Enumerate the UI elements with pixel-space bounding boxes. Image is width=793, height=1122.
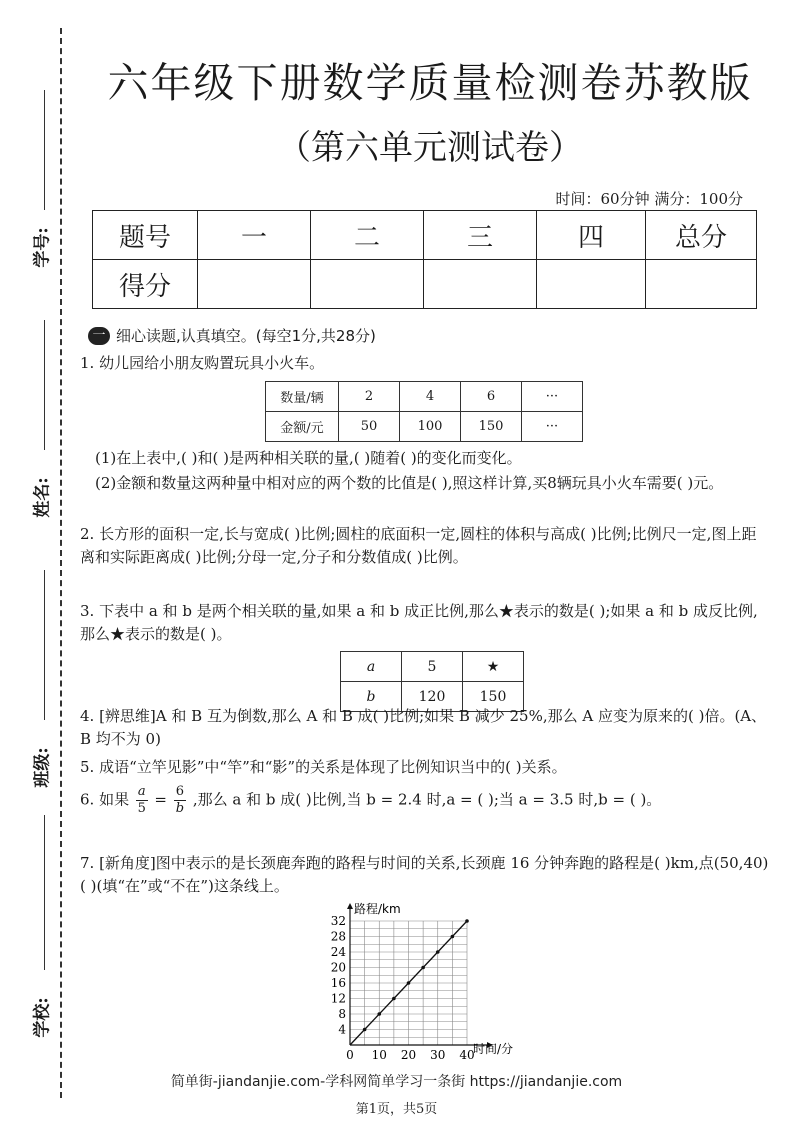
y-tick-label: 8	[338, 1007, 346, 1021]
score-cell: 三	[424, 211, 537, 260]
score-input-cell[interactable]	[537, 260, 646, 309]
school-field	[8, 990, 53, 1038]
fraction-denominator: 5	[137, 801, 146, 816]
equals-sign: =	[154, 790, 167, 809]
table-cell: 数量/辆	[266, 382, 339, 412]
data-point	[363, 1028, 367, 1032]
data-point	[407, 981, 411, 985]
y-tick-label: 28	[330, 929, 346, 944]
question-6-prefix: 6. 如果	[80, 790, 130, 809]
page-title: 六年级下册数学质量检测卷苏教版	[107, 59, 753, 107]
y-axis-label: 路程/km	[354, 902, 401, 916]
class-label: 班级:	[32, 747, 53, 788]
y-tick-label: 12	[330, 991, 346, 1006]
x-tick-label: 10	[371, 1048, 387, 1062]
data-point	[377, 1012, 381, 1016]
y-tick-label: 20	[330, 960, 346, 975]
score-cell: 总分	[646, 211, 757, 260]
question-1-title: 1. 幼儿园给小朋友购置玩具小火车。	[80, 354, 325, 372]
fraction-denominator: b	[175, 801, 185, 816]
question-1-table	[265, 381, 583, 442]
fraction-a-over-5	[136, 784, 148, 817]
score-input-cell[interactable]	[311, 260, 424, 309]
x-axis-label: 时间/分	[473, 1042, 514, 1056]
x-tick-label: 40	[459, 1048, 475, 1062]
table-cell: 120	[402, 682, 463, 712]
fraction-numerator: a	[137, 784, 146, 799]
footer-site: 简单街-jiandanjie.com-学科网简单学习一条街 https://jiandanjie.com	[170, 1074, 623, 1090]
data-point	[451, 935, 455, 939]
score-table	[92, 210, 757, 309]
fraction-numerator: 6	[175, 784, 185, 799]
score-table-header-row	[93, 211, 757, 260]
question-7: 7. [新角度]图中表示的是长颈鹿奔跑的路程与时间的关系,长颈鹿 16 分钟奔跑的路程是( )km,点(50,40)( )(填“在”或“不在”)这条线上。	[80, 854, 769, 895]
y-tick-label: 4	[338, 1022, 346, 1037]
school-label: 学校:	[32, 997, 53, 1038]
score-cell: 一	[198, 211, 311, 260]
question-6-text: ,那么 a 和 b 成( )比例,当 b = 2.4 时,a = ( );当 a = 3.5 时,b = ( )。	[192, 790, 662, 809]
data-point	[465, 919, 469, 923]
fraction-6-over-b	[174, 784, 186, 817]
table-cell: 50	[339, 412, 400, 442]
question-3-text: 3. 下表中 a 和 b 是两个相关联的量,如果 a 和 b 成正比例,那么★表示的数是( );如果 a 和 b 成反比例,那么★表示的数是( )。	[80, 602, 758, 643]
table-cell: b	[341, 682, 402, 712]
score-input-cell[interactable]	[198, 260, 311, 309]
table-cell: 2	[339, 382, 400, 412]
y-tick-label: 32	[330, 914, 346, 928]
score-row-label: 得分	[93, 260, 198, 309]
class-field	[8, 740, 53, 788]
student-name-field	[8, 470, 53, 518]
time-score-info: 时间：60分钟 满分：100分	[555, 190, 743, 208]
binding-line	[60, 28, 62, 1098]
school-line	[44, 815, 45, 970]
score-table-score-row	[93, 260, 757, 309]
score-cell: 题号	[93, 211, 198, 260]
student-id-field	[8, 190, 52, 320]
question-6	[80, 784, 770, 817]
x-tick-label: 30	[430, 1048, 446, 1062]
table-cell: 100	[400, 412, 461, 442]
y-axis-arrow	[347, 903, 353, 909]
question-1-part-1: (1)在上表中,( )和( )是两种相关联的量,( )随着( )的变化而变化。	[95, 449, 522, 467]
class-line	[44, 570, 45, 720]
score-cell: 二	[311, 211, 424, 260]
x-tick-label: 20	[400, 1048, 417, 1062]
section-number-badge: 一	[88, 327, 110, 345]
table-cell: 4	[400, 382, 461, 412]
table-cell: 5	[402, 652, 463, 682]
student-id-line	[44, 90, 45, 210]
table-cell: a	[341, 652, 402, 682]
table-cell: 6	[461, 382, 522, 412]
table-cell: ···	[522, 412, 583, 442]
page-subtitle: （第六单元测试卷）	[277, 128, 583, 168]
table-cell: 150	[463, 682, 524, 712]
question-1-part-2: (2)金额和数量这两种量中相对应的两个数的比值是( ),照这样计算,买8辆玩具小火车需要( )元。	[95, 474, 724, 492]
y-tick-label: 16	[330, 976, 346, 990]
question-2: 2. 长方形的面积一定,长与宽成( )比例;圆柱的底面积一定,圆柱的体积与高成( )比例;比例尺一定,图上距离和实际距离成( )比例;分母一定,分子和分数值成( )比例。	[80, 525, 757, 566]
score-input-cell[interactable]	[646, 260, 757, 309]
question-5: 5. 成语“立竿见影”中“竿”和“影”的关系是体现了比例知识当中的( )关系。	[80, 758, 567, 776]
section-header	[88, 325, 376, 346]
score-input-cell[interactable]	[424, 260, 537, 309]
y-tick-label: 24	[330, 945, 346, 959]
section-instruction: 细心读题,认真填空。(每空1分,共28分)	[116, 327, 376, 345]
table-cell: ★	[463, 652, 524, 682]
question-4: 4. [辨思维]A 和 B 互为倒数,那么 A 和 B 成( )比例;如果 B 减少 25%,那么 A 应变为原来的( )倍。(A、B 均不为 0)	[80, 707, 767, 748]
x-tick-label: 0	[346, 1048, 354, 1062]
student-name-label: 姓名:	[32, 477, 53, 518]
student-name-line	[44, 320, 45, 450]
distance-time-chart	[320, 900, 550, 1060]
page-number: 第1页，共5页	[355, 1102, 438, 1117]
student-id-label: 学号:	[32, 227, 53, 268]
table-cell: 金额/元	[266, 412, 339, 442]
table-cell: ···	[522, 382, 583, 412]
data-point	[392, 997, 396, 1001]
score-cell: 四	[537, 211, 646, 260]
data-point	[421, 966, 425, 970]
question-3-table	[340, 651, 524, 712]
table-cell: 150	[461, 412, 522, 442]
data-point	[436, 950, 440, 954]
